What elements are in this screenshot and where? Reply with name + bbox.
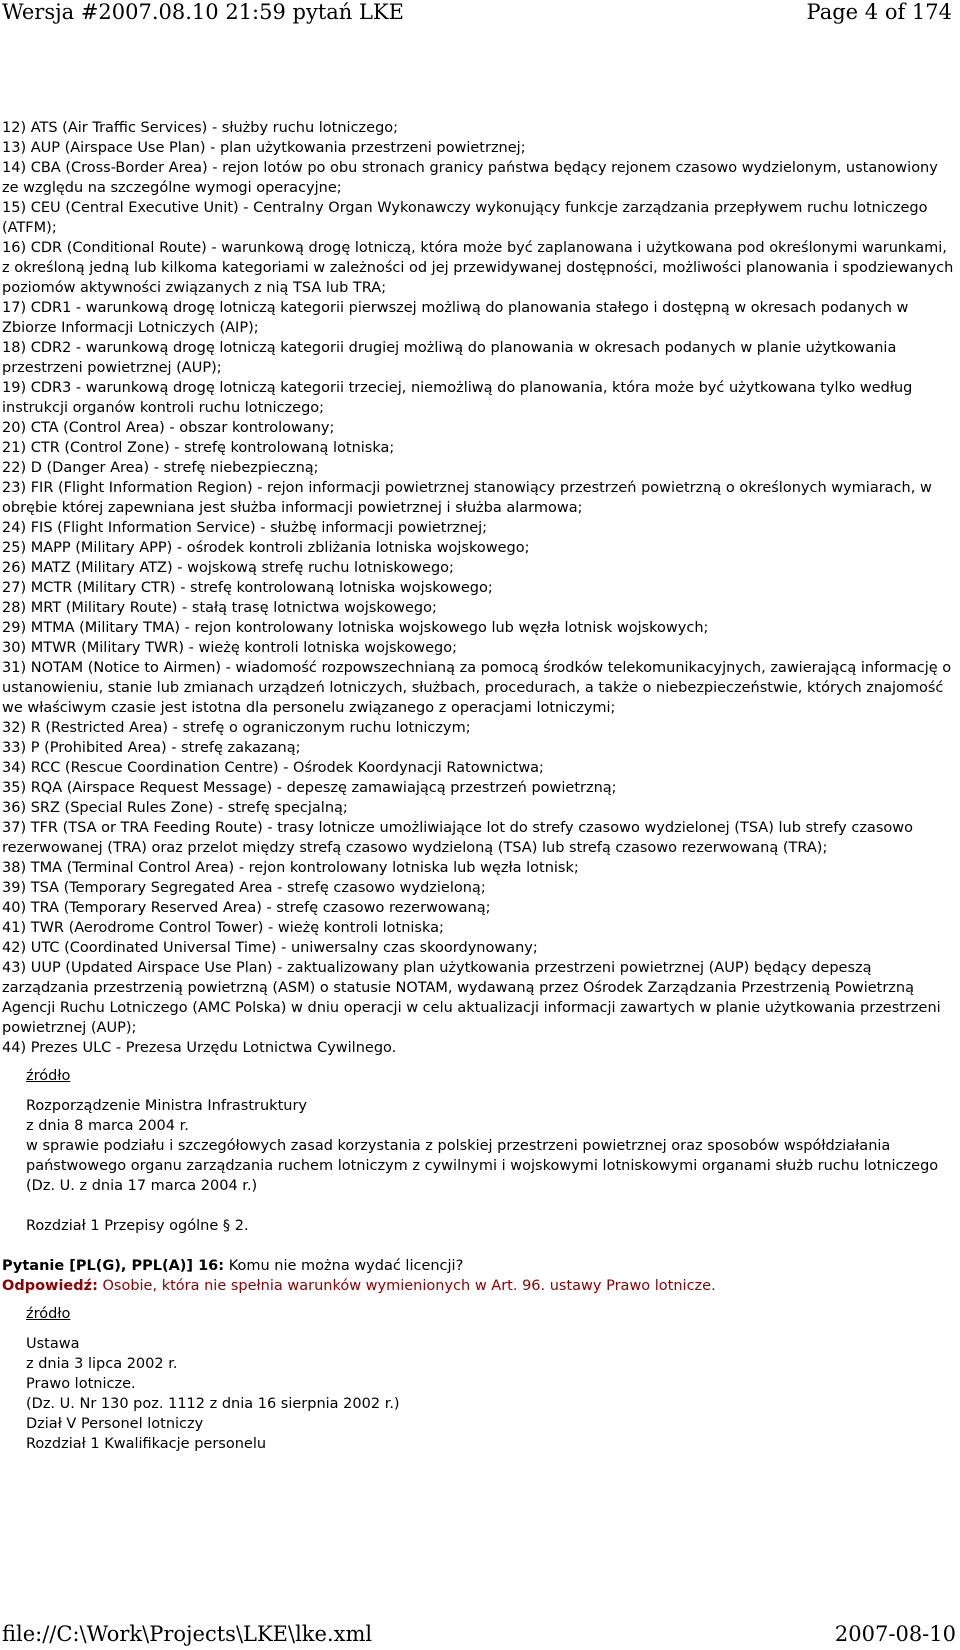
source-link[interactable]: źródło — [26, 1068, 71, 1084]
definition-item: 28) MRT (Military Route) - stałą trasę lotnictwa wojskowego; — [2, 600, 437, 616]
definition-item: 14) CBA (Cross-Border Area) - rejon lotów po obu stronach granicy państwa będący rejonem czasowo wydzielonym, ustanowiony ze względu na szczególne wymogi operacyjne; — [2, 160, 938, 196]
definition-item: 38) TMA (Terminal Control Area) - rejon kontrolowany lotniska lub węzła lotnisk; — [2, 860, 579, 876]
footer-date: 2007-08-10 — [834, 1622, 956, 1646]
spacer — [26, 1324, 954, 1334]
footer-file-path: file://C:\Work\Projects\LKE\lke.xml — [2, 1622, 373, 1646]
definition-item: 35) RQA (Airspace Request Message) - depeszę zamawiającą przestrzeń powietrzną; — [2, 780, 617, 796]
definition-item: 30) MTWR (Military TWR) - wieżę kontroli lotniska wojskowego; — [2, 640, 458, 656]
definition-item: 25) MAPP (Military APP) - ośrodek kontroli zbliżania lotniska wojskowego; — [2, 540, 530, 556]
definition-item: 12) ATS (Air Traffic Services) - służby ruchu lotniczego; — [2, 120, 399, 136]
answer-line — [2, 1276, 954, 1296]
definition-item: 32) R (Restricted Area) - strefę o ograniczonym ruchu lotniczym; — [2, 720, 471, 736]
definition-item: 41) TWR (Aerodrome Control Tower) - wieżę kontroli lotniska; — [2, 920, 444, 936]
definition-item: 44) Prezes ULC - Prezesa Urzędu Lotnictwa Cywilnego. — [2, 1040, 397, 1056]
definition-item: 19) CDR3 - warunkową drogę lotniczą kategorii trzeciej, niemożliwą do planowania, która może być użytkowana tylko według instrukcji organów kontroli ruchu lotniczego; — [2, 380, 913, 416]
source-line: z dnia 3 lipca 2002 r. — [26, 1356, 178, 1372]
answer-label: Odpowiedź: — [2, 1278, 98, 1294]
definition-item: 15) CEU (Central Executive Unit) - Centralny Organ Wykonawczy wykonujący funkcje zarządzania przepływem ruchu lotniczego (ATFM); — [2, 200, 928, 236]
definition-item: 37) TFR (TSA or TRA Feeding Route) - trasy lotnicze umożliwiające lot do strefy czasowo wydzielonej (TSA) lub strefy czasowo rezerwowanej (TRA) oraz przelot między strefą czasowo wydzieloną (TSA) lub strefą czasowo rezerwowaną (TRA); — [2, 820, 913, 856]
definition-item: 23) FIR (Flight Information Region) - rejon informacji powietrznej stanowiący przestrzeń powietrzną o określonych wymiarach, w obrębie której zapewniana jest służba informacji powietrznej i służba alarmowa; — [2, 480, 932, 516]
definition-item: 21) CTR (Control Zone) - strefę kontrolowaną lotniska; — [2, 440, 395, 456]
source-block-act — [26, 1296, 954, 1454]
header-page-number: Page 4 of 174 — [806, 0, 952, 24]
source-link[interactable]: źródło — [26, 1306, 71, 1322]
source-line: Dział V Personel lotniczy — [26, 1416, 204, 1432]
definition-item: 34) RCC (Rescue Coordination Centre) - Ośrodek Koordynacji Ratownictwa; — [2, 760, 544, 776]
source-line: Prawo lotnicze. — [26, 1376, 136, 1392]
definition-item: 40) TRA (Temporary Reserved Area) - strefę czasowo rezerwowaną; — [2, 900, 491, 916]
definition-item: 20) CTA (Control Area) - obszar kontrolowany; — [2, 420, 335, 436]
definition-item: 42) UTC (Coordinated Universal Time) - uniwersalny czas skoordynowany; — [2, 940, 538, 956]
definition-item: 24) FIS (Flight Information Service) - służbę informacji powietrznej; — [2, 520, 488, 536]
question-line — [2, 1256, 954, 1276]
spacer — [26, 1086, 954, 1096]
page-footer — [0, 1622, 960, 1648]
answer-text: Osobie, która nie spełnia warunków wymienionych w Art. 96. ustawy Prawo lotnicze. — [102, 1278, 716, 1294]
source-block-regulation — [26, 1058, 954, 1236]
definition-item: 29) MTMA (Military TMA) - rejon kontrolowany lotniska wojskowego lub węzła lotnisk wojskowych; — [2, 620, 709, 636]
definition-item: 31) NOTAM (Notice to Airmen) - wiadomość rozpowszechnianą za pomocą środków telekomunikacyjnych, zawierającą informację o ustanowieniu, stanie lub zmianach urządzeń lotniczych, służbach, procedurach, a także o niebezpieczeństwie, których znajomość we właściwym czasie jest istotna dla personelu związanego z operacjami lotniczymi; — [2, 660, 952, 716]
definition-list — [2, 118, 954, 1058]
source-line: (Dz. U. z dnia 17 marca 2004 r.) — [26, 1178, 258, 1194]
source-chapter: Rozdział 1 Przepisy ogólne § 2. — [26, 1218, 249, 1234]
source-line: Rozdział 1 Kwalifikacje personelu — [26, 1436, 267, 1452]
definition-item: 43) UUP (Updated Airspace Use Plan) - zaktualizowany plan użytkowania przestrzeni powietrznej (AUP) będący depeszą zarządzania przestrzenią powietrzną (ASM) o statusie NOTAM, wydawaną przez Ośrodek Zarządzania Przestrzenią Powietrzną Agencji Ruchu Lotniczego (AMC Polska) w dniu operacji w celu aktualizacji informacji zawartych w planie użytkowania przestrzeni powietrznej (AUP); — [2, 960, 941, 1036]
question-text: Komu nie można wydać licencji? — [228, 1258, 464, 1274]
source-line: z dnia 8 marca 2004 r. — [26, 1118, 189, 1134]
definition-item: 39) TSA (Temporary Segregated Area - strefę czasowo wydzieloną; — [2, 880, 486, 896]
question-label: Pytanie [PL(G), PPL(A)] 16: — [2, 1258, 225, 1274]
source-line: Ustawa — [26, 1336, 80, 1352]
definition-item: 18) CDR2 - warunkową drogę lotniczą kategorii drugiej możliwą do planowania w okresach podanych w planie użytkowania przestrzeni powietrznej (AUP); — [2, 340, 897, 376]
definition-item: 26) MATZ (Military ATZ) - wojskową strefę ruchu lotniskowego; — [2, 560, 454, 576]
definition-item: 17) CDR1 - warunkową drogę lotniczą kategorii pierwszej możliwą do planowania stałego i dostępną w okresach podanych w Zbiorze Informacji Lotniczych (AIP); — [2, 300, 909, 336]
definition-item: 13) AUP (Airspace Use Plan) - plan użytkowania przestrzeni powietrznej; — [2, 140, 526, 156]
definition-item: 22) D (Danger Area) - strefę niebezpieczną; — [2, 460, 319, 476]
definition-item: 27) MCTR (Military CTR) - strefę kontrolowaną lotniska wojskowego; — [2, 580, 493, 596]
source-line: (Dz. U. Nr 130 poz. 1112 z dnia 16 sierpnia 2002 r.) — [26, 1396, 400, 1412]
page-header — [0, 0, 960, 24]
definition-item: 16) CDR (Conditional Route) - warunkową drogę lotniczą, która może być zaplanowana i użytkowana pod określonymi warunkami, z określoną jedną lub kilkoma kategoriami w zależności od jej przewidywanej dostępności, możliwości planowania i spodziewanych poziomów aktywności związanych z nią TSA lub TRA; — [2, 240, 954, 296]
question-block — [2, 1256, 954, 1296]
source-line: w sprawie podziału i szczegółowych zasad korzystania z polskiej przestrzeni powietrznej oraz sposobów współdziałania państwowego organu zarządzania ruchem lotniczym z cywilnymi i wojskowymi lotniskowymi organami służb ruchu lotniczego — [26, 1138, 939, 1174]
definition-item: 36) SRZ (Special Rules Zone) - strefę specjalną; — [2, 800, 348, 816]
header-version: Wersja #2007.08.10 21:59 pytań LKE — [2, 0, 404, 24]
page-content — [2, 118, 954, 1454]
definition-item: 33) P (Prohibited Area) - strefę zakazaną; — [2, 740, 301, 756]
source-line: Rozporządzenie Ministra Infrastruktury — [26, 1098, 308, 1114]
